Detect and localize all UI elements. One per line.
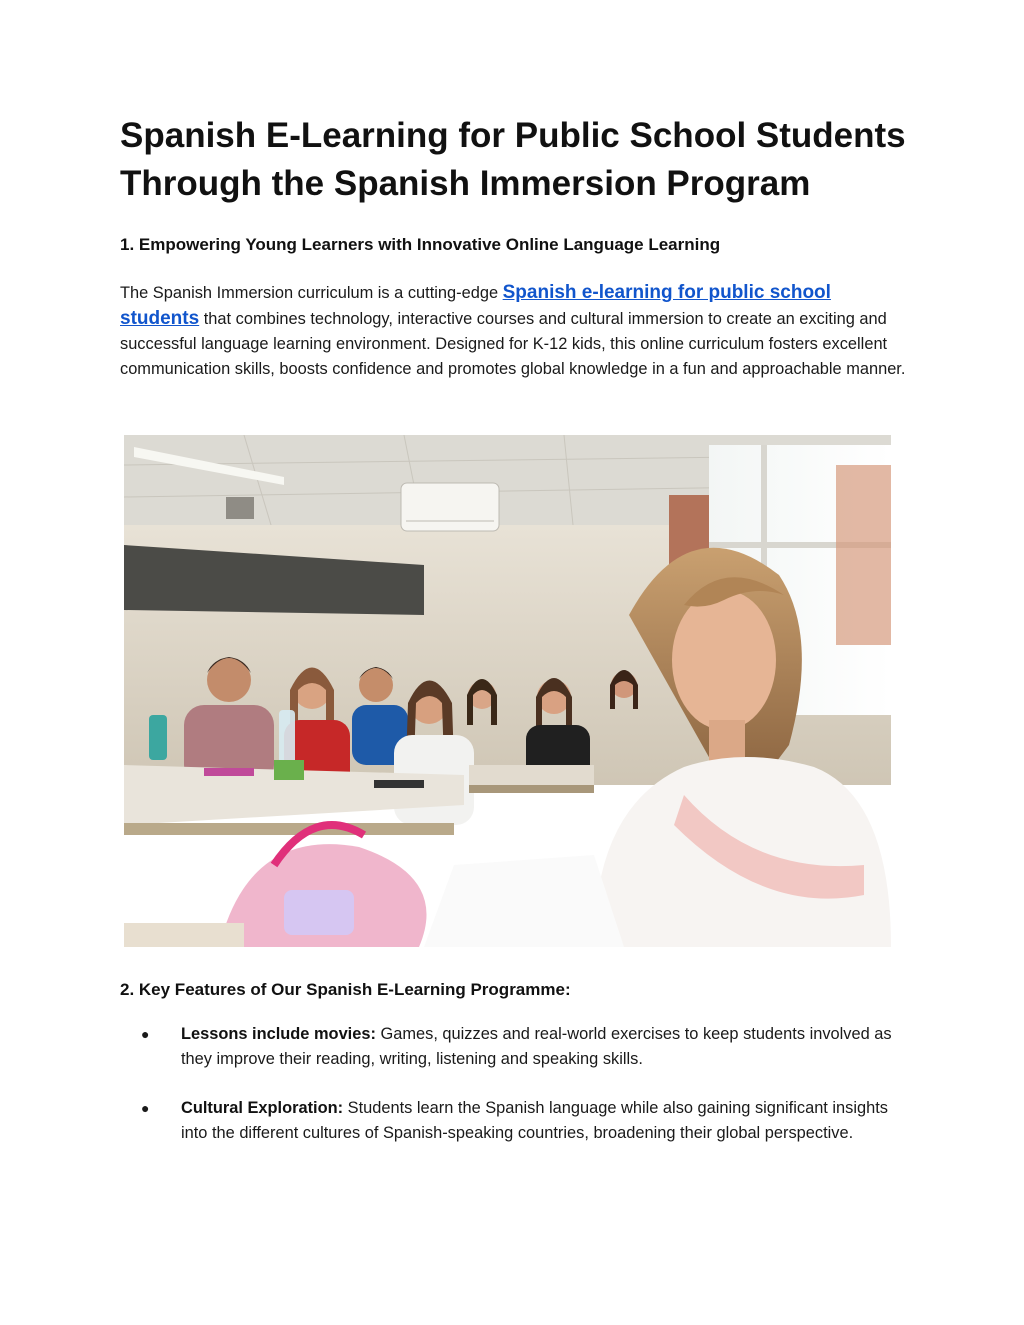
list-item <box>120 1022 900 1072</box>
feature-label: Cultural Exploration: <box>181 1099 344 1117</box>
list-item <box>120 1096 900 1146</box>
spanish-elearning-link[interactable]: Spanish e-learning for public school students <box>120 282 831 329</box>
bullet-icon: ● <box>141 1026 150 1042</box>
feature-text: Students learn the Spanish language while also gaining significant insights into the different cultures of Spanish-speaking countries, broadening their global perspective. <box>181 1099 888 1142</box>
intro-text-before: The Spanish Immersion curriculum is a cutting-edge <box>120 284 503 302</box>
bullet-icon: ● <box>141 1100 150 1116</box>
section-heading-1: 1. Empowering Young Learners with Innovative Online Language Learning <box>120 235 721 254</box>
classroom-photo <box>124 435 891 947</box>
features-list <box>120 1022 900 1170</box>
page-title: Spanish E-Learning for Public School Students Through the Spanish Immersion Program <box>120 116 906 203</box>
section-heading-2: 2. Key Features of Our Spanish E-Learning Programme: <box>120 980 571 999</box>
intro-text-after: that combines technology, interactive courses and cultural immersion to create an exciting and successful language learning environment. Designed for K-12 kids, this online curriculum fosters excellent communication skills, boosts confidence and promotes global knowledge in a fun and approachable manner. <box>120 310 906 378</box>
feature-label: Lessons include movies: <box>181 1025 376 1043</box>
feature-text: Games, quizzes and real-world exercises to keep students involved as they improve their reading, writing, listening and speaking skills. <box>181 1025 892 1068</box>
intro-paragraph <box>120 280 910 382</box>
